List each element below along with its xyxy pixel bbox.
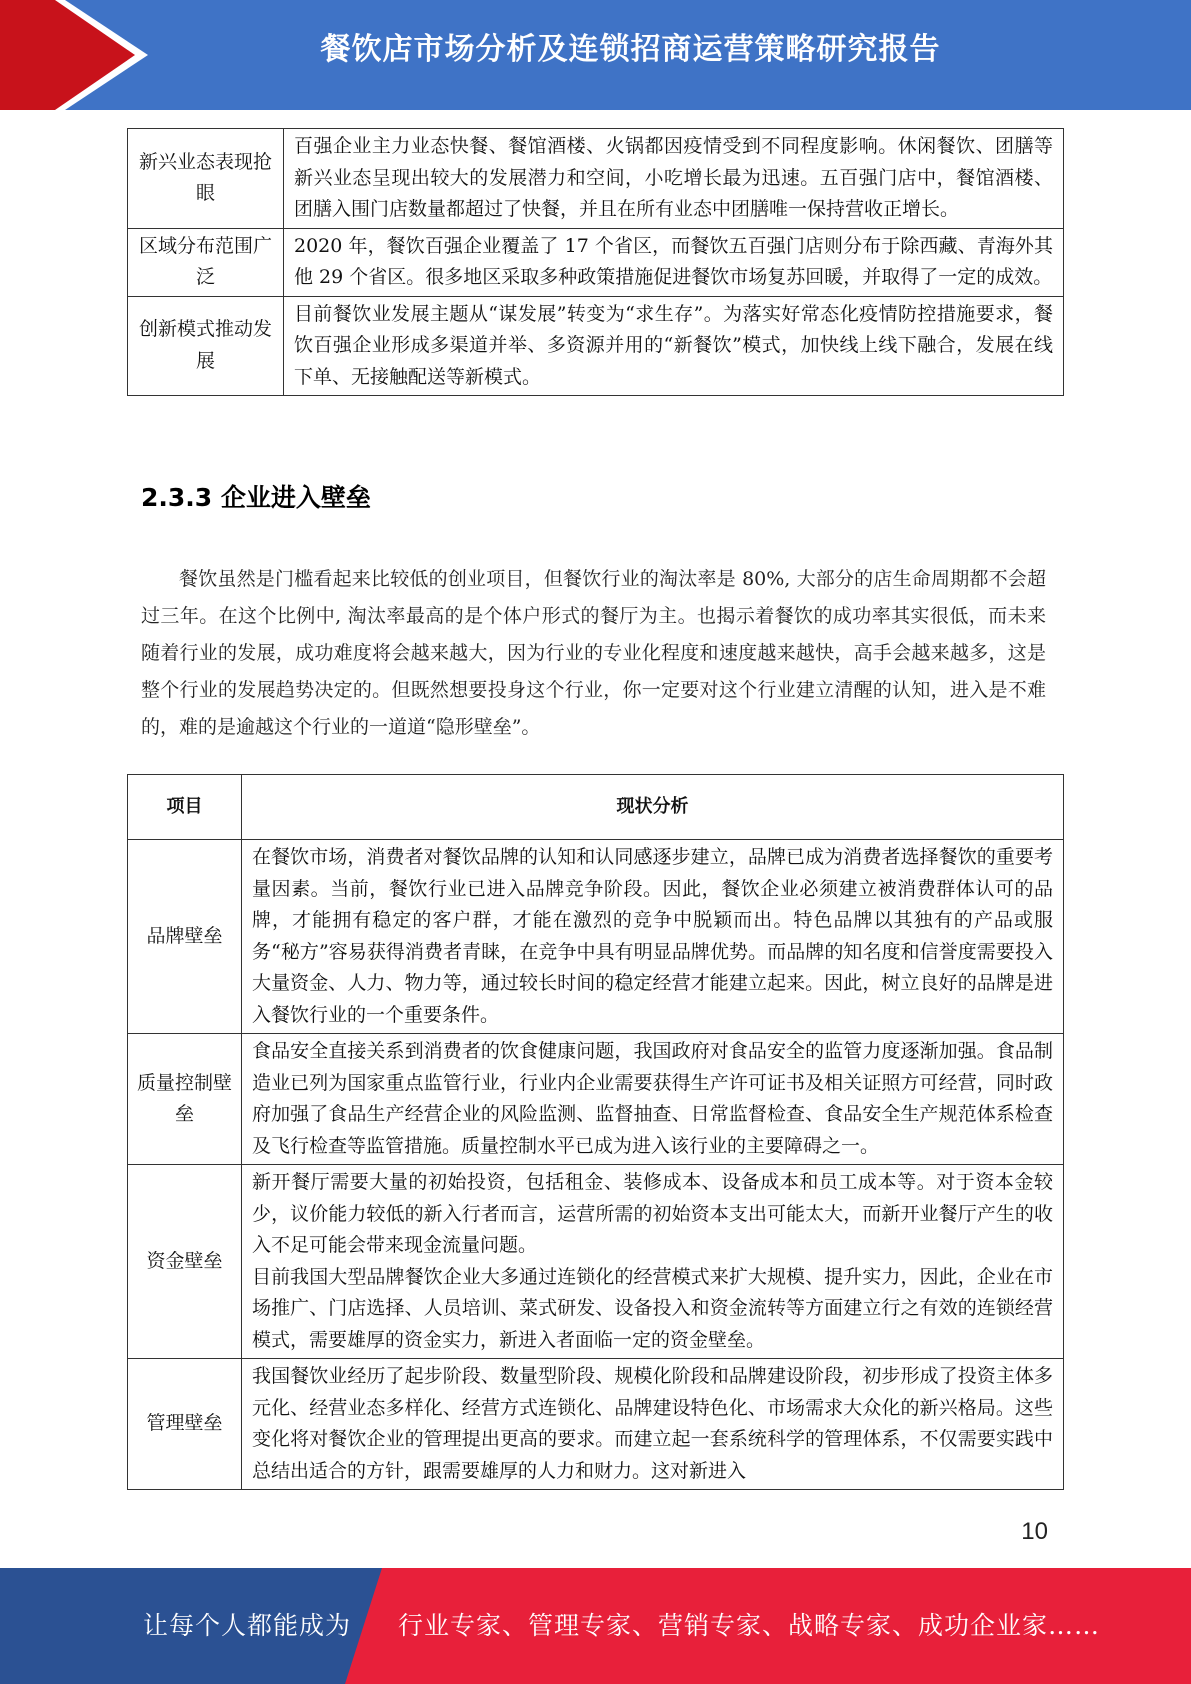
table-row bbox=[128, 1165, 1064, 1359]
row-label: 管理壁垒 bbox=[128, 1359, 242, 1490]
row-text: 百强企业主力业态快餐、餐馆酒楼、火锅都因疫情受到不同程度影响。休闲餐饮、团膳等新兴业态呈现出较大的发展潜力和空间，小吃增长最为迅速。五百强门店中，餐馆酒楼、团膳入围门店数量都超过了快餐，并且在所有业态中团膳唯一保持营收正增长。 bbox=[284, 129, 1064, 229]
row-label: 创新模式推动发展 bbox=[128, 296, 284, 396]
section-paragraph: 餐饮虽然是门槛看起来比较低的创业项目，但餐饮行业的淘汰率是 80%, 大部分的店生命周期都不会超过三年。在这个比例中, 淘汰率最高的是个体户形式的餐厅为主。也揭示着餐饮的成功率其实很低，而未来随着行业的发展，成功难度将会越来越大，因为行业的专业化程度和速度越来越快，高手会越来越多，这是整个行业的发展趋势决定的。但既然想要投身这个行业，你一定要对这个行业建立清醒的认知，进入是不难的，难的是逾越这个行业的一道道“隐形壁垒”。 bbox=[141, 568, 1046, 738]
trend-table bbox=[127, 128, 1064, 396]
barrier-table bbox=[127, 774, 1064, 1490]
section-heading: 2.3.3 企业进入壁垒 bbox=[141, 483, 371, 512]
row-text-paragraph: 目前我国大型品牌餐饮企业大多通过连锁化的经营模式来扩大规模、提升实力，因此，企业在市场推广、门店选择、人员培训、菜式研发、设备投入和资金流转等方面建立行之有效的连锁经营模式，需要雄厚的资金实力，新进入者面临一定的资金壁垒。 bbox=[252, 1265, 1053, 1351]
footer-slogan-right: 行业专家、管理专家、营销专家、战略专家、成功企业家…… bbox=[398, 1611, 1101, 1640]
table-row bbox=[128, 296, 1064, 396]
page-number: 10 bbox=[1021, 1518, 1048, 1545]
report-title: 餐饮店市场分析及连锁招商运营策略研究报告 bbox=[320, 32, 941, 67]
table-row bbox=[128, 129, 1064, 229]
row-text: 食品安全直接关系到消费者的饮食健康问题，我国政府对食品安全的监管力度逐渐加强。食品制造业已列为国家重点监管行业，行业内企业需要获得生产许可证书及相关证照方可经营，同时政府加强了食品生产经营企业的风险监测、监督抽查、日常监督检查、食品安全生产规范体系检查及飞行检查等监管措施。质量控制水平已成为进入该行业的主要障碍之一。 bbox=[242, 1034, 1064, 1165]
table-row bbox=[128, 1359, 1064, 1490]
column-header-analysis: 现状分析 bbox=[242, 775, 1064, 840]
page-footer bbox=[0, 1568, 1191, 1684]
column-header-item: 项目 bbox=[128, 775, 242, 840]
row-text: 2020 年，餐饮百强企业覆盖了 17 个省区，而餐饮五百强门店则分布于除西藏、青海外其他 29 个省区。很多地区采取多种政策措施促进餐饮市场复苏回暖，并取得了一定的成效。 bbox=[284, 228, 1064, 296]
row-text bbox=[242, 1165, 1064, 1359]
table-row bbox=[128, 840, 1064, 1034]
row-label: 区域分布范围广泛 bbox=[128, 228, 284, 296]
row-text-paragraph: 新开餐厅需要大量的初始投资，包括租金、装修成本、设备成本和员工成本等。对于资本金较少，议价能力较低的新入行者而言，运营所需的初始资本支出可能太大，而新开业餐厅产生的收入不足可能会带来现金流量问题。 bbox=[252, 1171, 1053, 1256]
row-label: 质量控制壁垒 bbox=[128, 1034, 242, 1165]
row-text: 我国餐饮业经历了起步阶段、数量型阶段、规模化阶段和品牌建设阶段，初步形成了投资主体多元化、经营业态多样化、经营方式连锁化、品牌建设特色化、市场需求大众化的新兴格局。这些变化将对餐饮企业的管理提出更高的要求。而建立起一套系统科学的管理体系，不仅需要实践中总结出适合的方针，跟需要雄厚的人力和财力。这对新进入 bbox=[242, 1359, 1064, 1490]
row-text: 在餐饮市场，消费者对餐饮品牌的认知和认同感逐步建立，品牌已成为消费者选择餐饮的重要考量因素。当前，餐饮行业已进入品牌竞争阶段。因此，餐饮企业必须建立被消费群体认可的品牌，才能拥有稳定的客户群，才能在激烈的竞争中脱颖而出。特色品牌以其独有的产品或服务“秘方”容易获得消费者青睐，在竞争中具有明显品牌优势。而品牌的知名度和信誉度需要投入大量资金、人力、物力等，通过较长时间的稳定经营才能建立起来。因此，树立良好的品牌是进入餐饮行业的一个重要条件。 bbox=[242, 840, 1064, 1034]
row-label: 品牌壁垒 bbox=[128, 840, 242, 1034]
footer-slogan-left: 让每个人都能成为 bbox=[143, 1611, 352, 1640]
row-label: 新兴业态表现抢眼 bbox=[128, 129, 284, 229]
table-row bbox=[128, 228, 1064, 296]
page-header bbox=[0, 0, 1191, 110]
table-row bbox=[128, 1034, 1064, 1165]
header-red-arrow bbox=[0, 0, 160, 110]
row-label: 资金壁垒 bbox=[128, 1165, 242, 1359]
row-text: 目前餐饮业发展主题从“谋发展”转变为“求生存”。为落实好常态化疫情防控措施要求，餐饮百强企业形成多渠道并举、多资源并用的“新餐饮”模式，加快线上线下融合，发展在线下单、无接触配送等新模式。 bbox=[284, 296, 1064, 396]
table-header-row bbox=[128, 775, 1064, 840]
